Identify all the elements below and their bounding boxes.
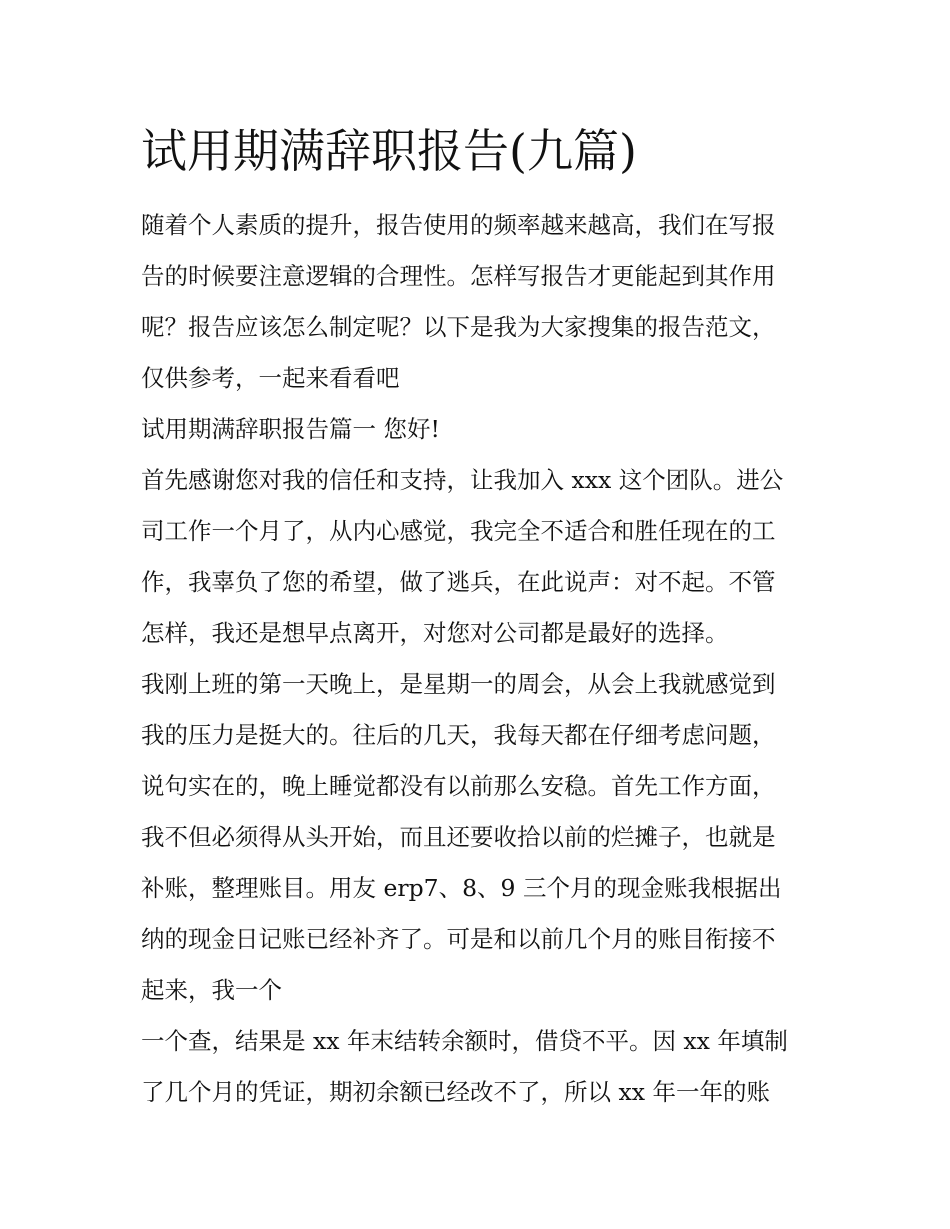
text-line: 一个查，结果是 xx 年末结转余额时，借贷不平。因 xx 年填制: [141, 1027, 788, 1055]
document-title: 试用期满辞职报告(九篇): [141, 124, 637, 178]
text-line: 随着个人素质的提升，报告使用的频率越来越高，我们在写报: [141, 211, 776, 239]
document-body: [141, 120, 811, 1118]
text-line: 呢？报告应该怎么制定呢？以下是我为大家搜集的报告范文，: [141, 313, 776, 341]
text-line: 我的压力是挺大的。往后的几天，我每天都在仔细考虑问题，: [141, 721, 776, 749]
text-line: 作，我辜负了您的希望，做了逃兵，在此说声：对不起。不管: [141, 568, 776, 596]
text-line: 司工作一个月了，从内心感觉，我完全不适合和胜任现在的工: [141, 517, 776, 545]
text-line: 纳的现金日记账已经补齐了。可是和以前几个月的账目衔接不: [141, 925, 776, 953]
section-heading: [141, 404, 811, 455]
text-line: 首先感谢您对我的信任和支持，让我加入 xxx 这个团队。进公: [141, 466, 784, 494]
body-paragraph: [141, 1016, 811, 1118]
text-line: 补账，整理账目。用友 erp7、8、9 三个月的现金账我根据出: [141, 874, 782, 902]
body-paragraph: [141, 455, 811, 659]
text-line: 我刚上班的第一天晚上，是星期一的周会，从会上我就感觉到: [141, 670, 776, 698]
text-line: 仅供参考，一起来看看吧: [141, 364, 400, 392]
text-line: 起来，我一个: [141, 976, 282, 1004]
body-paragraph: [141, 659, 811, 1016]
text-line: 我不但必须得从头开始，而且还要收拾以前的烂摊子，也就是: [141, 823, 776, 851]
intro-paragraph: [141, 200, 811, 404]
text-line: 了几个月的凭证，期初余额已经改不了，所以 xx 年一年的账: [141, 1078, 770, 1106]
text-line: 告的时候要注意逻辑的合理性。怎样写报告才更能起到其作用: [141, 262, 776, 290]
text-line: 怎样，我还是想早点离开，对您对公司都是最好的选择。: [141, 619, 729, 647]
text-line: 说句实在的，晚上睡觉都没有以前那么安稳。首先工作方面，: [141, 772, 776, 800]
text-line: 试用期满辞职报告篇一 您好!: [141, 415, 440, 443]
